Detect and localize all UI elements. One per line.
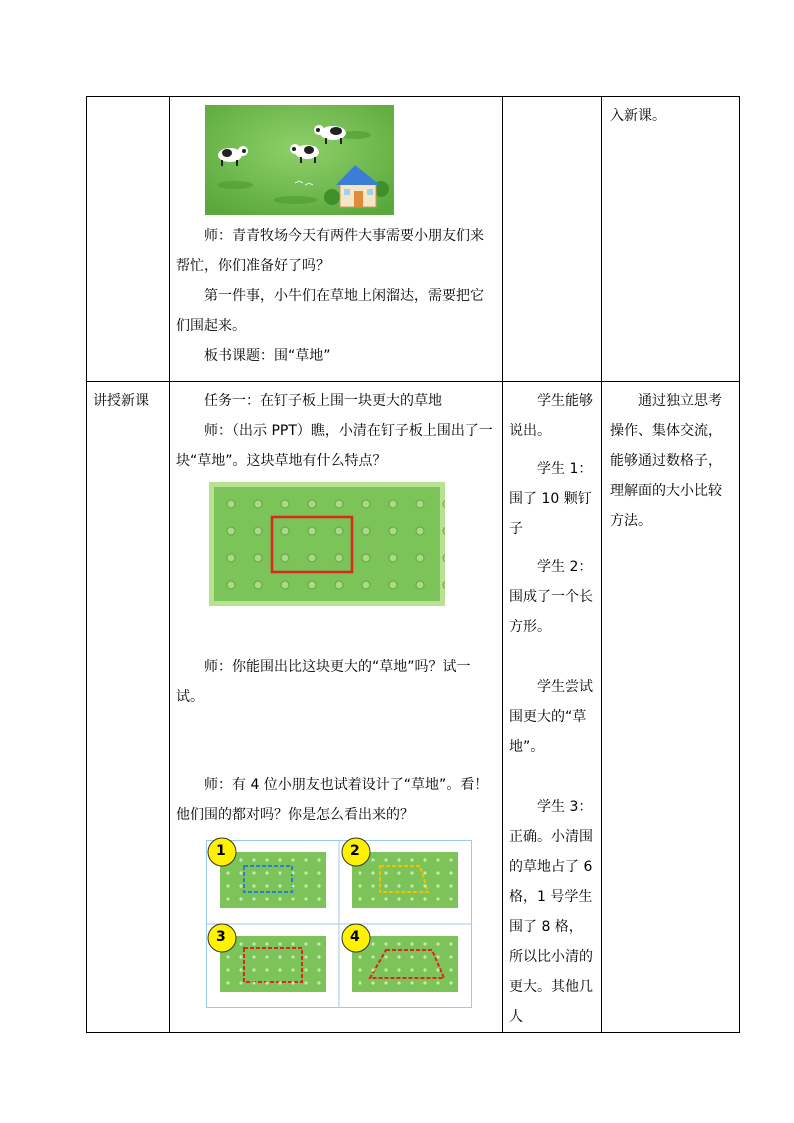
lesson-plan-table bbox=[86, 96, 740, 1033]
small-peg bbox=[358, 871, 361, 874]
peg bbox=[389, 500, 397, 508]
small-peg bbox=[304, 942, 307, 945]
small-peg bbox=[436, 942, 439, 945]
small-peg bbox=[410, 942, 413, 945]
small-peg bbox=[317, 942, 320, 945]
small-peg bbox=[410, 871, 413, 874]
student-cell bbox=[503, 382, 602, 1033]
small-peg bbox=[252, 858, 255, 861]
small-peg bbox=[304, 871, 307, 874]
stage-cell bbox=[87, 382, 170, 1033]
small-peg bbox=[252, 884, 255, 887]
peg bbox=[281, 527, 289, 535]
small-peg bbox=[317, 897, 320, 900]
peg bbox=[416, 554, 424, 562]
small-peg bbox=[252, 981, 255, 984]
small-peg bbox=[358, 968, 361, 971]
peg bbox=[308, 554, 316, 562]
small-peg bbox=[265, 981, 268, 984]
small-peg bbox=[226, 871, 229, 874]
badge-4: 4 bbox=[350, 929, 360, 945]
small-peg bbox=[436, 955, 439, 958]
board-title-text: 板书课题：围“草地” bbox=[204, 348, 331, 364]
small-peg bbox=[423, 942, 426, 945]
purpose-cell-intro bbox=[602, 97, 740, 382]
small-peg bbox=[423, 897, 426, 900]
peg bbox=[335, 581, 343, 589]
small-peg bbox=[304, 955, 307, 958]
small-peg bbox=[278, 955, 281, 958]
pasture-illustration bbox=[205, 105, 496, 215]
small-peg bbox=[358, 955, 361, 958]
small-peg bbox=[423, 955, 426, 958]
small-peg bbox=[304, 981, 307, 984]
small-peg bbox=[423, 981, 426, 984]
small-peg bbox=[371, 884, 374, 887]
peg bbox=[281, 554, 289, 562]
small-peg bbox=[436, 871, 439, 874]
small-peg bbox=[265, 871, 268, 874]
content-cell-intro bbox=[170, 97, 503, 382]
small-peg bbox=[358, 897, 361, 900]
small-peg bbox=[291, 942, 294, 945]
small-peg bbox=[226, 884, 229, 887]
peg bbox=[254, 527, 262, 535]
peg bbox=[389, 554, 397, 562]
peg bbox=[416, 500, 424, 508]
small-peg bbox=[384, 981, 387, 984]
small-peg bbox=[291, 968, 294, 971]
small-peg bbox=[291, 884, 294, 887]
small-peg bbox=[423, 858, 426, 861]
small-peg bbox=[226, 968, 229, 971]
small-peg bbox=[252, 871, 255, 874]
small-peg bbox=[239, 897, 242, 900]
peg bbox=[227, 527, 235, 535]
small-peg bbox=[317, 858, 320, 861]
small-peg bbox=[278, 968, 281, 971]
purpose-text: 通过独立思考操作、集体交流，能够通过数格子，理解面的大小比较方法。 bbox=[610, 393, 722, 529]
small-peg bbox=[317, 871, 320, 874]
small-peg bbox=[397, 858, 400, 861]
small-peg bbox=[304, 858, 307, 861]
small-peg bbox=[397, 968, 400, 971]
student-text-1: 学生 1：围了 10 颗钉子 bbox=[509, 461, 593, 537]
peg bbox=[254, 500, 262, 508]
peg bbox=[362, 527, 370, 535]
small-peg bbox=[239, 968, 242, 971]
small-peg bbox=[397, 884, 400, 887]
small-peg bbox=[384, 884, 387, 887]
teacher-intro-text: 师：青青牧场今天有两件大事需要小朋友们来帮忙，你们准备好了吗？ bbox=[176, 228, 484, 274]
small-peg bbox=[410, 968, 413, 971]
stage-cell-empty bbox=[87, 97, 170, 382]
peg bbox=[254, 581, 262, 589]
teacher-show-text: 师：（出示 PPT）瞧，小清在钉子板上围出了一块“草地”。这块草地有什么特点？ bbox=[176, 423, 493, 469]
small-peg bbox=[265, 884, 268, 887]
small-peg bbox=[278, 884, 281, 887]
small-peg bbox=[371, 871, 374, 874]
small-peg bbox=[239, 981, 242, 984]
peg bbox=[389, 527, 397, 535]
purpose-cell bbox=[602, 382, 740, 1033]
small-peg bbox=[291, 871, 294, 874]
small-peg bbox=[397, 955, 400, 958]
peg bbox=[227, 581, 235, 589]
small-peg bbox=[239, 942, 242, 945]
small-peg bbox=[371, 942, 374, 945]
peg-board bbox=[209, 482, 496, 606]
small-peg bbox=[410, 955, 413, 958]
small-peg bbox=[410, 897, 413, 900]
small-peg bbox=[423, 884, 426, 887]
small-peg bbox=[449, 942, 452, 945]
small-peg bbox=[317, 884, 320, 887]
small-peg bbox=[449, 858, 452, 861]
small-peg bbox=[384, 968, 387, 971]
small-peg bbox=[265, 955, 268, 958]
peg bbox=[335, 554, 343, 562]
teacher-four-text: 师：有 4 位小朋友也试着设计了“草地”。看！他们围的都对吗？你是怎么看出来的？ bbox=[176, 777, 489, 823]
small-peg bbox=[304, 884, 307, 887]
small-peg bbox=[278, 858, 281, 861]
small-peg bbox=[265, 968, 268, 971]
small-peg bbox=[291, 981, 294, 984]
small-peg bbox=[252, 955, 255, 958]
student-cell-empty bbox=[503, 97, 602, 382]
small-peg bbox=[304, 897, 307, 900]
small-peg bbox=[226, 955, 229, 958]
small-peg bbox=[436, 884, 439, 887]
four-boards-grid bbox=[206, 832, 472, 1008]
small-peg bbox=[265, 858, 268, 861]
small-peg bbox=[449, 981, 452, 984]
small-peg bbox=[291, 955, 294, 958]
small-peg bbox=[410, 981, 413, 984]
badge-3: 3 bbox=[216, 929, 226, 945]
small-peg bbox=[239, 884, 242, 887]
small-peg bbox=[371, 858, 374, 861]
first-task-text: 第一件事，小牛们在草地上闲溜达，需要把它们围起来。 bbox=[176, 288, 484, 334]
small-peg bbox=[436, 968, 439, 971]
small-peg bbox=[449, 884, 452, 887]
small-peg bbox=[410, 884, 413, 887]
peg bbox=[362, 554, 370, 562]
purpose-intro-text: 入新课。 bbox=[610, 108, 666, 124]
peg bbox=[281, 581, 289, 589]
small-peg bbox=[317, 981, 320, 984]
small-peg bbox=[317, 955, 320, 958]
small-peg bbox=[239, 955, 242, 958]
small-peg bbox=[384, 955, 387, 958]
content-cell-teaching bbox=[170, 382, 503, 1033]
peg bbox=[227, 500, 235, 508]
student-text-4: 学生 3：正确。小清围的草地占了 6 格，1 号学生围了 8 格，所以比小清的更大。其他几人 bbox=[509, 799, 593, 1025]
small-peg bbox=[449, 897, 452, 900]
small-peg bbox=[449, 871, 452, 874]
student-text-3: 学生尝试围更大的“草地”。 bbox=[509, 679, 593, 755]
peg bbox=[416, 581, 424, 589]
small-peg bbox=[226, 981, 229, 984]
small-peg bbox=[265, 942, 268, 945]
small-peg bbox=[423, 871, 426, 874]
small-peg bbox=[265, 897, 268, 900]
small-peg bbox=[449, 955, 452, 958]
small-peg bbox=[410, 858, 413, 861]
small-peg bbox=[449, 968, 452, 971]
small-peg bbox=[239, 871, 242, 874]
peg bbox=[254, 554, 262, 562]
small-peg bbox=[317, 968, 320, 971]
peg bbox=[335, 527, 343, 535]
peg bbox=[416, 527, 424, 535]
small-peg bbox=[384, 897, 387, 900]
small-peg bbox=[384, 942, 387, 945]
small-peg bbox=[358, 884, 361, 887]
small-peg bbox=[397, 942, 400, 945]
small-peg bbox=[397, 981, 400, 984]
peg bbox=[308, 527, 316, 535]
small-peg bbox=[278, 981, 281, 984]
small-peg bbox=[226, 897, 229, 900]
badge-1: 1 bbox=[216, 843, 226, 859]
small-peg bbox=[252, 968, 255, 971]
small-peg bbox=[291, 858, 294, 861]
small-peg bbox=[384, 871, 387, 874]
peg bbox=[389, 581, 397, 589]
small-peg bbox=[384, 858, 387, 861]
small-peg bbox=[252, 942, 255, 945]
peg bbox=[362, 500, 370, 508]
teacher-try-text: 师：你能围出比这块更大的“草地”吗？试一试。 bbox=[176, 659, 471, 705]
small-peg bbox=[436, 897, 439, 900]
peg bbox=[362, 581, 370, 589]
stage-label: 讲授新课 bbox=[93, 393, 149, 409]
peg bbox=[308, 581, 316, 589]
small-peg bbox=[397, 897, 400, 900]
small-peg bbox=[278, 871, 281, 874]
small-peg bbox=[371, 897, 374, 900]
small-peg bbox=[371, 955, 374, 958]
small-peg bbox=[252, 897, 255, 900]
student-text-2: 学生 2：围成了一个长方形。 bbox=[509, 559, 593, 635]
small-peg bbox=[291, 897, 294, 900]
small-peg bbox=[371, 981, 374, 984]
small-peg bbox=[436, 981, 439, 984]
small-peg bbox=[371, 968, 374, 971]
peg bbox=[335, 500, 343, 508]
peg bbox=[281, 500, 289, 508]
peg bbox=[227, 554, 235, 562]
small-peg bbox=[436, 858, 439, 861]
badge-2: 2 bbox=[350, 843, 360, 859]
peg bbox=[308, 500, 316, 508]
small-peg bbox=[278, 897, 281, 900]
small-peg bbox=[423, 968, 426, 971]
task1-text: 任务一：在钉子板上围一块更大的草地 bbox=[204, 393, 442, 409]
small-peg bbox=[358, 981, 361, 984]
student-text-0: 学生能够说出。 bbox=[509, 393, 593, 439]
small-peg bbox=[397, 871, 400, 874]
small-peg bbox=[304, 968, 307, 971]
small-peg bbox=[278, 942, 281, 945]
small-peg bbox=[239, 858, 242, 861]
